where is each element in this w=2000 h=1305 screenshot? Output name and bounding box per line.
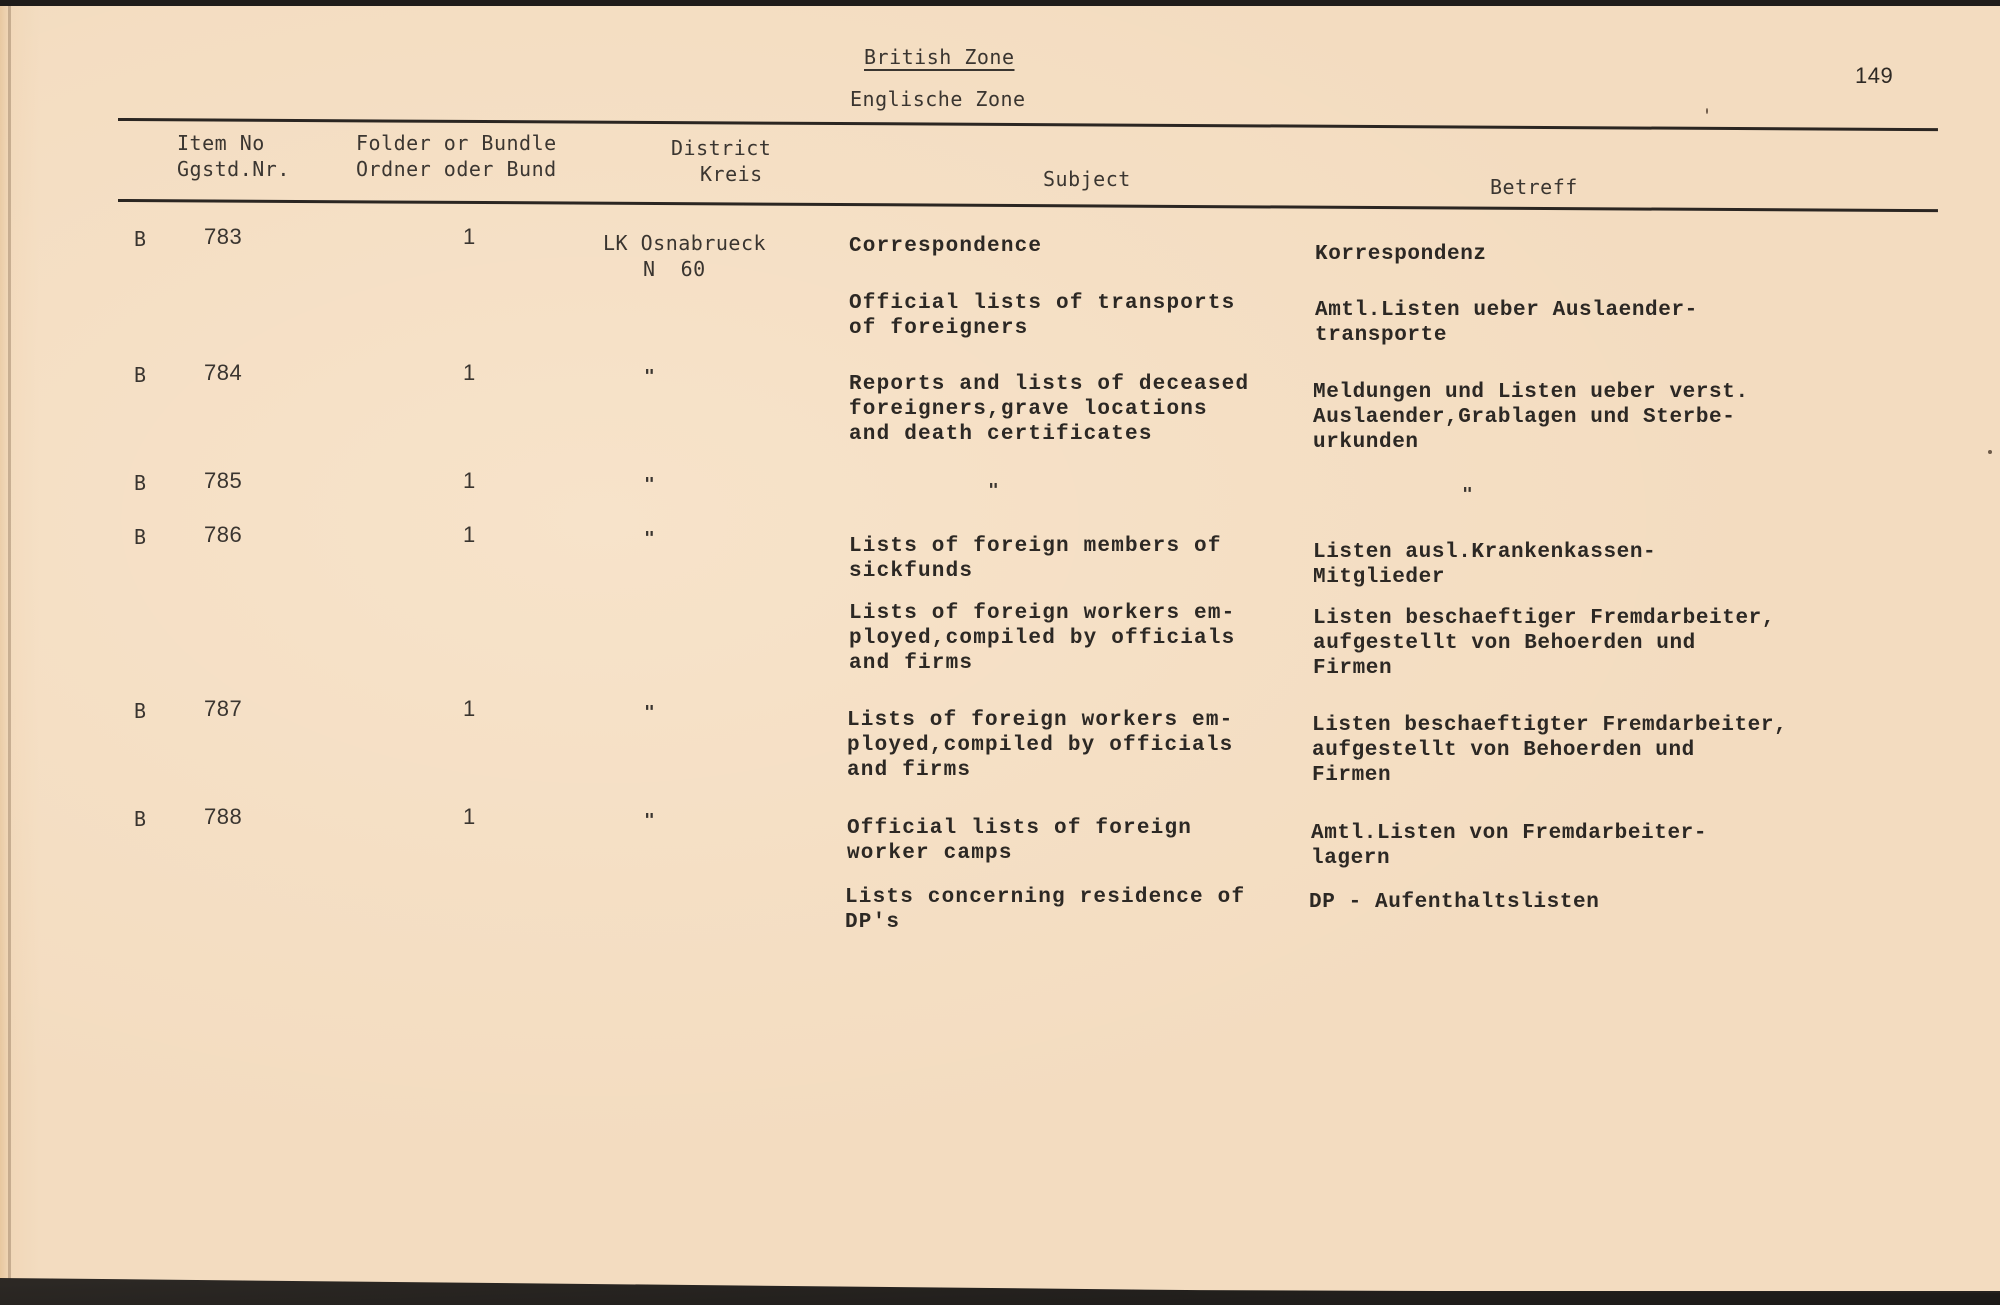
item-prefix: B [134,471,147,495]
ditto-mark: " [988,480,1000,501]
subject-text: Lists concerning residence of DP's [845,886,1246,934]
page-number: 149 [1855,63,1894,88]
subject-text: Lists of foreign members of sickfunds [849,535,1222,583]
betreff-text: Meldungen und Listen ueber verst. Auslaender,Grablagen und Sterbe- urkunden [1313,381,1749,454]
item-prefix: B [134,699,147,723]
subject-text: Correspondence [849,235,1043,258]
ditto-mark: " [644,474,656,495]
item-prefix: B [134,363,147,387]
district-code: N 60 [643,257,706,281]
item-prefix: B [134,807,147,831]
betreff-text: Amtl.Listen von Fremdarbeiter- lagern [1311,822,1708,870]
column-header-district-de: Kreis [700,162,763,186]
item-number: 786 [204,522,243,547]
district-name: LK Osnabrueck [603,231,767,255]
ditto-mark: " [644,702,656,723]
subject-text: Lists of foreign workers em- ployed,compiled by officials and firms [847,709,1234,782]
betreff-text: Listen beschaeftiger Fremdarbeiter, aufgestellt von Behoerden und Firmen [1313,607,1776,680]
ditto-mark: " [1462,484,1474,505]
document-page [0,6,2000,1291]
column-header-item-no-de: Ggstd.Nr. [177,157,290,181]
paper-speck [1706,108,1708,114]
item-number: 785 [204,468,243,493]
item-number: 784 [204,360,243,385]
betreff-text: Listen ausl.Krankenkassen- Mitglieder [1313,541,1657,589]
ditto-mark: " [644,528,656,549]
item-number: 787 [204,696,243,721]
folder-count: 1 [463,468,476,493]
item-number: 788 [204,804,243,829]
betreff-text: Korrespondenz [1315,243,1487,266]
item-prefix: B [134,525,147,549]
ditto-mark: " [644,810,656,831]
ditto-mark: " [644,366,656,387]
column-header-item-no-en: Item No [177,131,265,155]
column-header-folder-en: Folder or Bundle [356,131,557,155]
column-header-district-en: District [671,136,772,160]
table-header-rule [118,199,1938,212]
subject-text: Official lists of foreign worker camps [847,817,1193,865]
item-number: 783 [204,224,243,249]
folder-count: 1 [463,224,476,249]
folder-count: 1 [463,696,476,721]
folder-count: 1 [463,360,476,385]
subject-text: Official lists of transports of foreigners [849,292,1236,340]
subject-text: Lists of foreign workers em- ployed,compiled by officials and firms [849,602,1236,675]
paper-speck [1988,450,1992,454]
zone-title-german: Englische Zone [850,87,1026,111]
column-header-betreff: Betreff [1490,175,1578,199]
item-prefix: B [134,227,147,251]
betreff-text: DP - Aufenthaltslisten [1309,891,1600,914]
zone-title-english: British Zone [864,45,1015,69]
column-header-folder-de: Ordner oder Bund [356,157,557,181]
folder-count: 1 [463,804,476,829]
folder-count: 1 [463,522,476,547]
betreff-text: Listen beschaeftigter Fremdarbeiter, aufgestellt von Behoerden und Firmen [1312,714,1788,787]
subject-text: Reports and lists of deceased foreigners,grave locations and death certificates [849,373,1250,446]
column-header-subject: Subject [1043,167,1131,191]
betreff-text: Amtl.Listen ueber Auslaender- transporte [1315,299,1698,347]
